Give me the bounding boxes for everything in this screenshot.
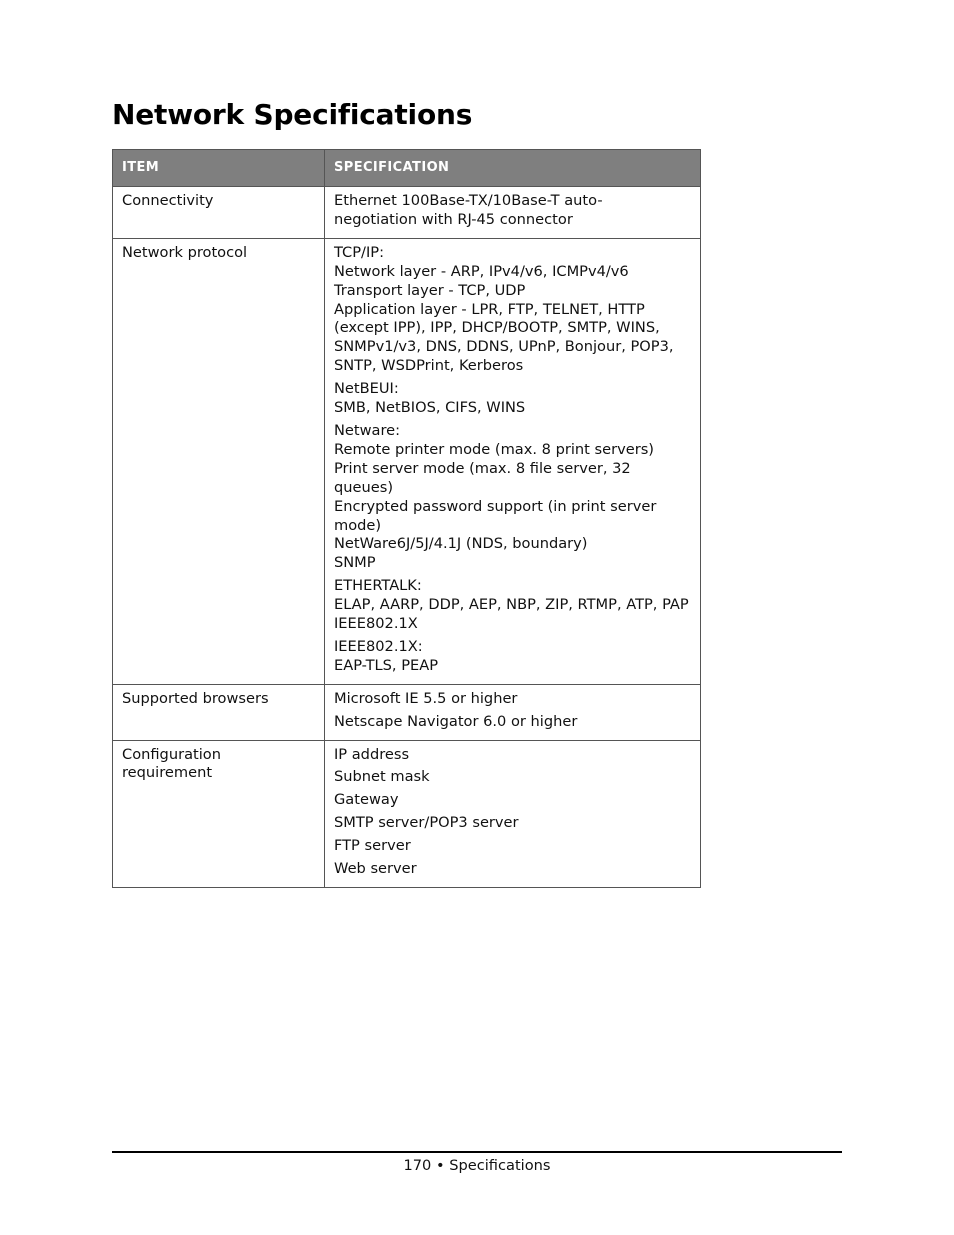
specification-paragraph [334, 244, 691, 376]
specification-line: Subnet mask [334, 768, 430, 786]
specification-line: negotiation with RJ-45 connector [334, 210, 573, 228]
column-header-specification: SPECIFICATION [325, 150, 701, 187]
specification-line: SMB, NetBIOS, CIFS, WINS [334, 399, 526, 417]
specification-line: queues) [334, 478, 394, 496]
specification-line: FTP server [334, 837, 411, 855]
specification-line: mode) [334, 516, 382, 534]
specification-line: Encrypted password support (in print server [334, 497, 657, 515]
specification-line: Application layer - LPR, FTP, TELNET, HTTP [334, 300, 645, 318]
specification-line: Ethernet 100Base-TX/10Base-T auto- [334, 192, 603, 209]
specification-line: ETHERTALK: [334, 577, 422, 595]
column-header-item: ITEM [113, 150, 325, 187]
specification-paragraph [334, 380, 691, 418]
specification-line: Transport layer - TCP, UDP [334, 281, 526, 299]
specification-line: (except IPP), IPP, DHCP/BOOTP, SMTP, WINS, [334, 319, 660, 337]
table-body [113, 187, 701, 888]
specification-line: Network layer - ARP, IPv4/v6, ICMPv4/v6 [334, 262, 629, 280]
item-label-line: Configuration [122, 745, 221, 763]
footer-section-name: Specifications [449, 1157, 551, 1174]
specification-line: SNMPv1/v3, DNS, DDNS, UPnP, Bonjour, POP3, [334, 338, 674, 356]
specification-paragraph [334, 837, 691, 856]
network-specifications-table [112, 149, 701, 888]
specification-line: Print server mode (max. 8 file server, 32 [334, 459, 631, 477]
specification-line: IEEE802.1X: [334, 637, 423, 655]
footer-divider [112, 1151, 842, 1153]
specification-paragraph [334, 577, 691, 634]
specification-line: NetWare6J/5J/4.1J (NDS, boundary) [334, 535, 588, 553]
table-row [113, 187, 701, 239]
page-title: Network Specifications [112, 98, 473, 131]
item-cell [113, 238, 325, 684]
table-row [113, 238, 701, 684]
page-number: 170 [403, 1157, 432, 1174]
specification-cell [325, 187, 701, 239]
specification-line: IP address [334, 745, 410, 763]
specification-paragraph [334, 638, 691, 676]
specification-paragraph [334, 690, 691, 709]
specification-line: SNTP, WSDPrint, Kerberos [334, 357, 524, 375]
specification-line: NetBEUI: [334, 380, 399, 398]
specification-line: Netscape Navigator 6.0 or higher [334, 712, 578, 730]
table-header-row [113, 150, 701, 187]
table-row [113, 684, 701, 740]
specification-line: Remote printer mode (max. 8 print servers) [334, 440, 654, 458]
specification-line: IEEE802.1X [334, 615, 418, 633]
specification-cell [325, 684, 701, 740]
footer-separator: • [435, 1157, 445, 1174]
item-label-line: Supported browsers [122, 689, 269, 707]
specification-cell [325, 740, 701, 887]
specification-line: EAP-TLS, PEAP [334, 656, 439, 674]
specification-line: Gateway [334, 791, 399, 809]
specification-line: Web server [334, 860, 417, 878]
item-cell [113, 187, 325, 239]
specification-line: SNMP [334, 554, 376, 572]
specification-paragraph [334, 791, 691, 810]
specification-line: SMTP server/POP3 server [334, 814, 519, 832]
specification-paragraph [334, 860, 691, 879]
specification-paragraph [334, 746, 691, 765]
specification-cell [325, 238, 701, 684]
specification-paragraph [334, 192, 691, 230]
item-label-line: Connectivity [122, 192, 214, 209]
item-cell [113, 684, 325, 740]
specification-paragraph [334, 814, 691, 833]
specification-line: TCP/IP: [334, 243, 384, 261]
item-label-line: requirement [122, 764, 213, 782]
specification-line: Microsoft IE 5.5 or higher [334, 689, 518, 707]
item-cell [113, 740, 325, 887]
specification-line: Netware: [334, 421, 401, 439]
specification-line: ELAP, AARP, DDP, AEP, NBP, ZIP, RTMP, ATP, PAP [334, 596, 689, 614]
specification-paragraph [334, 713, 691, 732]
item-label-line: Network protocol [122, 243, 248, 261]
table-row [113, 740, 701, 887]
specification-paragraph [334, 422, 691, 573]
specification-paragraph [334, 768, 691, 787]
page-footer [112, 1157, 842, 1174]
